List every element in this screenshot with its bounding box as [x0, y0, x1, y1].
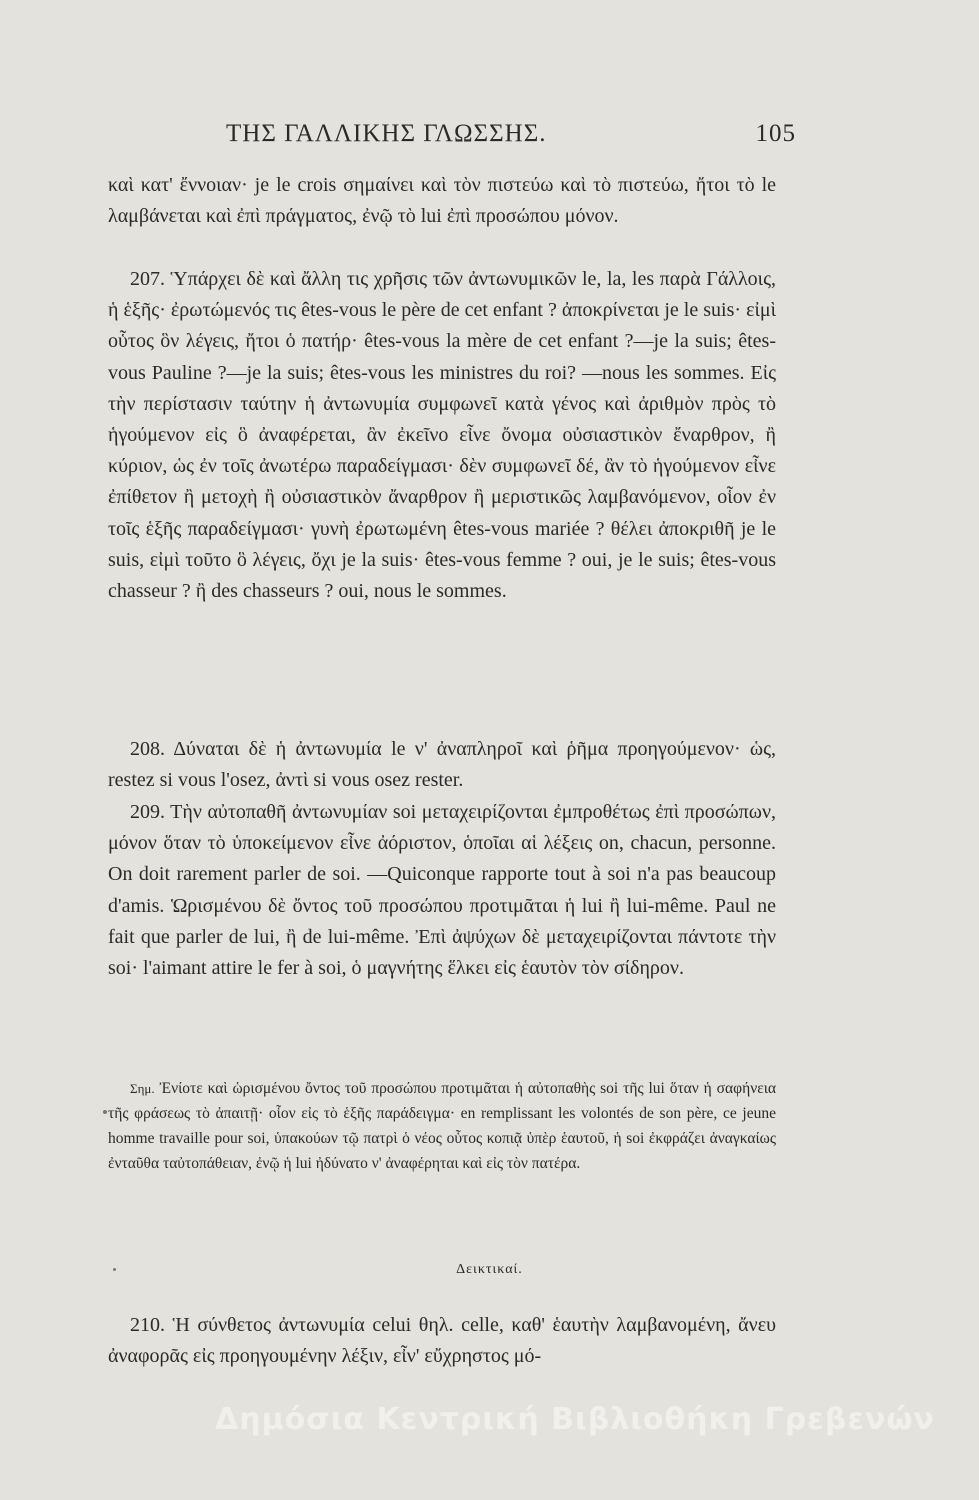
paragraph-210: 210. Ἡ σύνθετος ἀντωνυμία celui θηλ. celle, καθ' ἑαυτὴν λαμβανομένη, ἄνευ ἀναφορᾶς εἰς προηγουμένην λέξιν, εἶν' εὔχρηστος μό- — [108, 1314, 776, 1368]
footnote-text: Ἐνίοτε καὶ ὡρισμένου ὄντος τοῦ προσώπου προτιμᾶται ἡ αὐτοπαθὴς soi τῆς lui ὅταν ἡ σαφήνεια τῆς φράσεως τὸ ἀπαιτῇ· οἷον εἰς τὸ ἑξῆς παράδειγμα· en remplissant les volontés de son père, ce jeune homme travaille pour soi, ὑπακούων τῷ πατρὶ ὁ νέος οὗτος κοπιᾷ ὑπὲρ ἑαυτοῦ, ἡ soi ἐκφράζει ἀναγκαίως ἐνταῦθα ταὐτοπάθειαν, ἐνῷ ἡ lui ἠδύνατο ν' ἀναφέρηται καὶ εἰς τὸν πατέρα. — [108, 1080, 777, 1172]
paragraph-209: 209. Τὴν αὐτοπαθῆ ἀντωνυμίαν soi μεταχειρίζονται ἐμπροθέτως ἐπὶ προσώπων, μόνον ὅταν τὸ ὑποκείμενον εἶνε ἀόριστον, ὁποῖαι αἱ λέξεις on, chacun, personne. On doit rarement parler de soi. —Quiconque rapporte tout à soi n'a pas beaucoup d'amis. Ὡρισμένου δὲ ὄντος τοῦ προσώπου προτιμᾶται ἡ lui ἢ lui-même. Paul ne fait que parler de lui, ἢ de lui-même. Ἐπὶ ἀψύχων δὲ μεταχειρίζονται πάντοτε τὴν soi· l'aimant attire le fer à soi, ὁ μαγνήτης ἕλκει εἰς ἑαυτὸν τὸν σίδηρον. — [108, 801, 776, 980]
section-subheading: Δεικτικαί. — [456, 1262, 523, 1277]
footnote — [108, 1076, 776, 1176]
paragraph-208: 208. Δύναται δὲ ἡ ἀντωνυμία le ν' ἀναπληροῖ καὶ ῥῆμα προηγούμενον· ὡς, restez si vous l'osez, ἀντὶ si vous osez rester. — [108, 738, 776, 792]
page-number: 105 — [755, 120, 796, 147]
header-title: ΤΗΣ ΓΑΛΛΙΚΗΣ ΓΛΩΣΣΗΣ. — [226, 120, 547, 147]
library-watermark: Δημόσια Κεντρική Βιβλιοθήκη Γρεβενών — [215, 1402, 935, 1437]
footnote-label: Σημ. — [130, 1081, 155, 1096]
speck-mark — [103, 1110, 107, 1114]
speck-mark — [113, 1268, 116, 1271]
running-header — [226, 120, 796, 156]
paragraph-continuation: καὶ κατ' ἔννοιαν· je le crois σημαίνει καὶ τὸν πιστεύω καὶ τὸ πιστεύω, ἤτοι τὸ le λαμβάνεται καὶ ἐπὶ πράγματος, ἐνῷ τὸ lui ἐπὶ προσώπου μόνον. — [108, 174, 776, 228]
paragraph-207: 207. Ὑπάρχει δὲ καὶ ἄλλη τις χρῆσις τῶν ἀντωνυμικῶν le, la, les παρὰ Γάλλοις, ἡ ἑξῆς· ἐρωτώμενός τις êtes-vous le père de cet enfant ? ἀποκρίνεται je le suis· εἰμὶ οὗτος ὃν λέγεις, ἤτοι ὁ πατήρ· êtes-vous la mère de cet enfant ?—je la suis; êtes-vous Pauline ?—je la suis; êtes-vous les ministres du roi? —nous les sommes. Εἰς τὴν περίστασιν ταύτην ἡ ἀντωνυμία συμφωνεῖ κατὰ γένος καὶ ἀριθμὸν πρὸς τὸ ἡγούμενον εἰς ὃ ἀναφέρεται, ἂν ἐκεῖνο εἶνε ὄνομα οὐσιαστικὸν ἔναρθρον, ἢ κύριον, ὡς ἐν τοῖς ἀνωτέρω παραδείγμασι· δὲν συμφωνεῖ δέ, ἂν τὸ ἡγούμενον εἶνε ἐπίθετον ἢ μετοχὴ ἢ οὐσιαστικὸν ἄναρθρον ἢ μεριστικῶς λαμβανόμενον, οἷον ἐν τοῖς ἑξῆς παραδείγμασι· γυνὴ ἐρωτωμένη êtes-vous mariée ? θέλει ἀποκριθῆ je le suis, εἰμὶ τοῦτο ὃ λέγεις, ὄχι je la suis· êtes-vous femme ? oui, je le suis; êtes-vous chasseur ? ἢ des chasseurs ? oui, nous le sommes. — [108, 268, 776, 603]
